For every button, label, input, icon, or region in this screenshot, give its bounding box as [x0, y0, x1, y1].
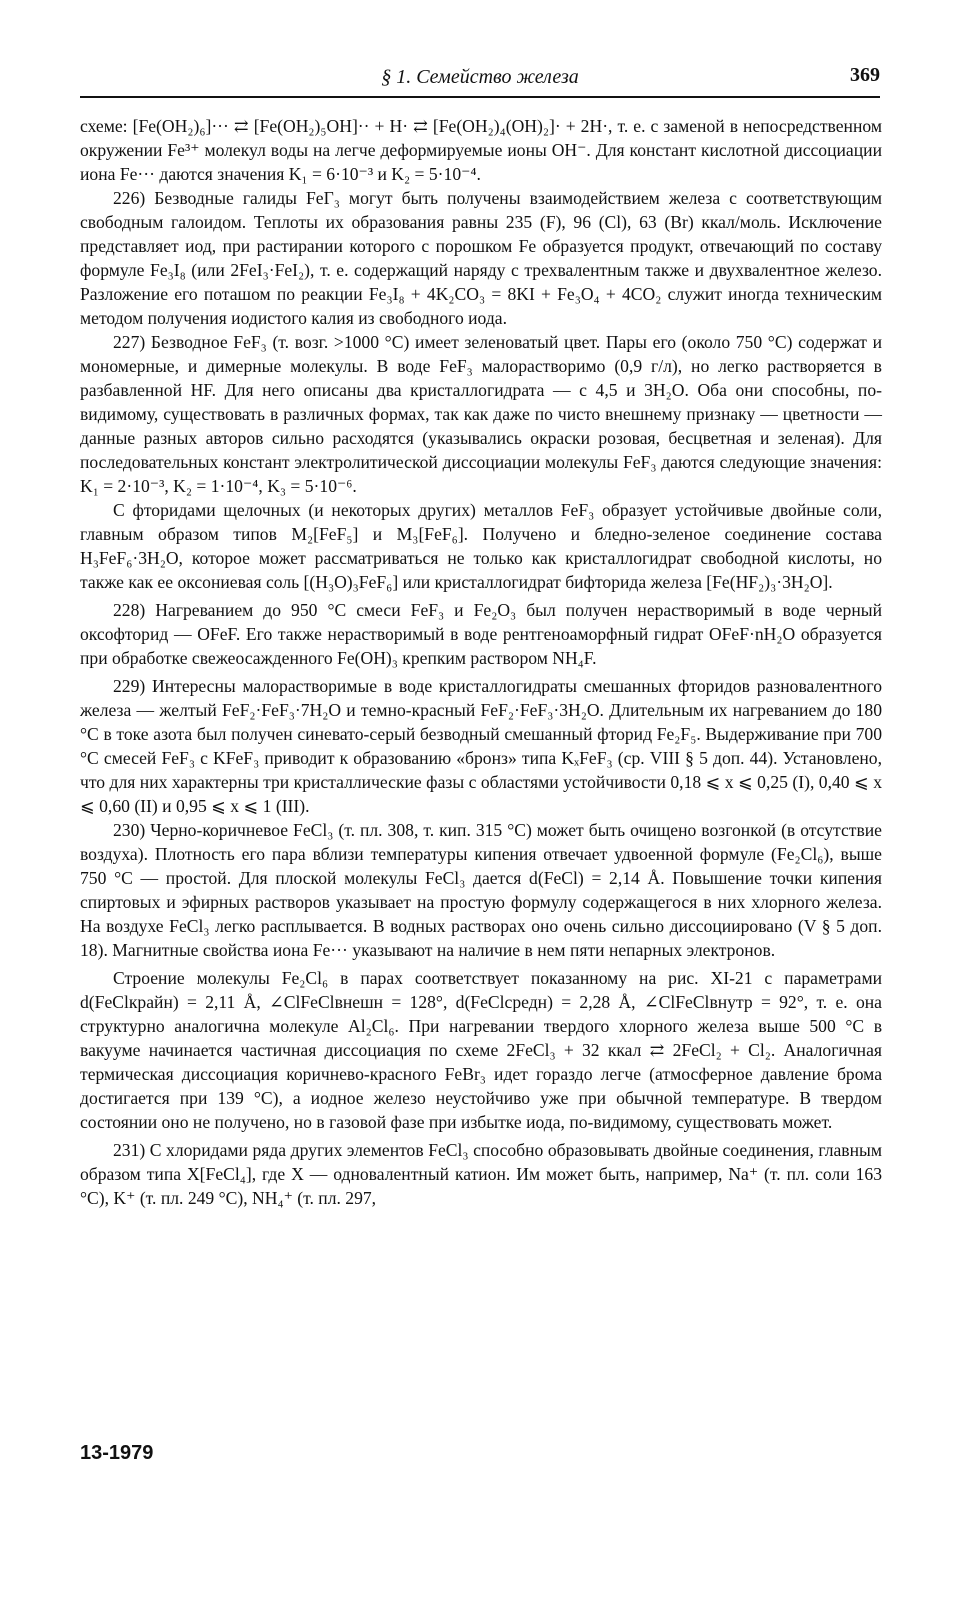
paragraph-226: 226) Безводные галиды FeГ₃ могут быть получены взаимодействием железа с соответствующим свободным галоидом. Теплоты их образования равны 235 (F), 96 (Cl), 63 (Br) ккал/моль. Исключение представляет иод, при растирании которого с порошком Fe образуется продукт, отвечающий по составу формуле Fe₃I₈ (или 2FeI₃·FeI₂), т. е. содержащий наряду с трехвалентным также и двухвалентное железо. Разложение его поташом по реакции Fe₃I₈ + 4K₂CO₃ = 8KI + Fe₃O₄ + 4CO₂ служит иногда техническим методом получения иодистого калия из свободного иода. — [80, 188, 882, 328]
signature-mark: 13-1979 — [80, 1442, 154, 1464]
header-rule — [80, 96, 880, 98]
paragraph-230: 230) Черно-коричневое FeCl₃ (т. пл. 308, т. кип. 315 °C) может быть очищено возгонкой (в отсутствие воздуха). Плотность его пара вблизи температуры кипения отвечает удвоенной формуле (Fe₂Cl₆), выше 750 °C — простой. Для плоской молекулы FeCl₃ дается d(FeCl) = 2,14 Å. Повышение точки кипения спиртовых и эфирных растворов указывает на простую формулу содержащегося в них хлорного железа. На воздухе FeCl₃ легко расплывается. В водных растворах оно очень сильно диссоциировано (V § 5 доп. 18). Магнитные свойства иона Fe··· указывают на наличие в нем пяти непарных электронов. — [80, 820, 882, 960]
paragraph-fluoride-salts: С фторидами щелочных (и некоторых других) металлов FeF₃ образует устойчивые двойные соли, главным образом типов M₂[FeF₅] и M₃[FeF₆]. Получено и бледно-зеленое соединение состава H₃FeF₆·3H₂O, которое может рассматриваться не только как кристаллогидрат свободной кислоты, но также как ее оксониевая соль [(H₃O)₃FeF₆] или кристаллогидрат бифторида железа [Fe(HF₂)₃·3H₂O]. — [80, 500, 882, 592]
running-header — [80, 62, 880, 96]
paragraph-continuation: схеме: [Fe(OH₂)₆]··· ⇄ [Fe(OH₂)₅OH]·· + H· ⇄ [Fe(OH₂)₄(OH)₂]· + 2H·, т. е. с заменой в непосредственном окружении Fe³⁺ молекул воды на легче деформируемые ионы OH⁻. Для констант кислотной диссоциации иона Fe··· даются значения K₁ = 6·10⁻³ и K₂ = 5·10⁻⁴. — [80, 116, 882, 184]
paragraph-228: 228) Нагреванием до 950 °C смеси FeF₃ и Fe₂O₃ был получен нерастворимый в воде черный оксофторид — OFeF. Его также нерастворимый в воде рентгеноаморфный гидрат OFeF·nH₂O образуется при обработке свежеосажденного Fe(OH)₃ крепким раствором NH₄F. — [80, 600, 882, 668]
page-number: 369 — [850, 64, 880, 86]
body-text — [80, 114, 882, 1210]
paragraph-227: 227) Безводное FeF₃ (т. возг. >1000 °C) имеет зеленоватый цвет. Пары его (около 750 °C) содержат и мономерные, и димерные молекулы. В воде FeF₃ малорастворимо (0,9 г/л), но легко растворяется в разбавленной HF. Для него описаны два кристаллогидрата — с 4,5 и 3H₂O. Оба они способны, по-видимому, существовать в различных формах, так как даже по чисто внешнему признаку — цветности — данные разных авторов сильно расходятся (указывались окраски розовая, бесцветная и зеленая). Для последовательных констант электролитической диссоциации молекулы FeF₃ даются следующие значения: K₁ = 2·10⁻³, K₂ = 1·10⁻⁴, K₃ = 5·10⁻⁶. — [80, 332, 882, 496]
paragraph-229: 229) Интересны малорастворимые в воде кристаллогидраты смешанных фторидов разновалентного железа — желтый FeF₂·FeF₃·7H₂O и темно-красный FeF₂·FeF₃·3H₂O. Длительным их нагреванием до 180 °C в токе азота был получен синевато-серый безводный смешанный фторид Fe₂F₅. Выдерживание при 700 °C смесей FeF₃ с KFeF₃ приводит к образованию «бронз» типа KₓFeF₃ (ср. VIII § 5 доп. 44). Установлено, что для них характерны три кристаллические фазы с областями устойчивости 0,18 ⩽ x ⩽ 0,25 (I), 0,40 ⩽ x ⩽ 0,60 (II) и 0,95 ⩽ x ⩽ 1 (III). — [80, 676, 882, 816]
section-title: § 1. Семейство железа — [381, 66, 579, 88]
paragraph-231: 231) С хлоридами ряда других элементов FeCl₃ способно образовывать двойные соединения, главным образом типа X[FeCl₄], где X — одновалентный катион. Им может быть, например, Na⁺ (т. пл. соли 163 °C), K⁺ (т. пл. 249 °C), NH₄⁺ (т. пл. 297, — [80, 1140, 882, 1208]
paragraph-fe2cl6-structure: Строение молекулы Fe₂Cl₆ в парах соответствует показанному на рис. XI-21 с параметрами d(FeClкрайн) = 2,11 Å, ∠ClFeClвнешн = 128°, d(FeClсредн) = 2,28 Å, ∠ClFeClвнутр = 92°, т. е. она структурно аналогична молекуле Al₂Cl₆. При нагревании твердого хлорного железа выше 500 °C в вакууме начинается частичная диссоциация по схеме 2FeCl₃ + 32 ккал ⇄ 2FeCl₂ + Cl₂. Аналогичная термическая диссоциация коричнево-красного FeBr₃ идет гораздо легче (атмосферное давление брома достигается при 139 °C), а иодное железо неустойчиво уже при обычной температуре. В твердом состоянии оно не получено, но в газовой фазе при избытке иода, по-видимому, существовать может. — [80, 968, 882, 1132]
